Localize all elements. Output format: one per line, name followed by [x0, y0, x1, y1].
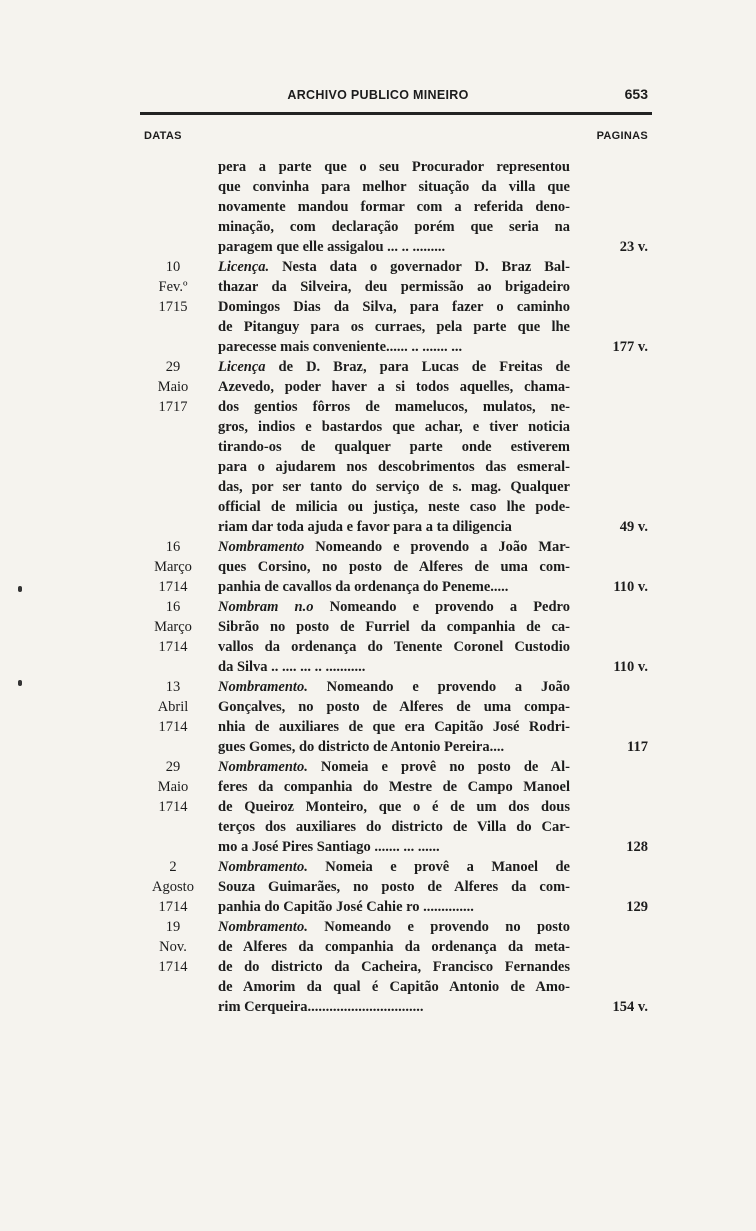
entry-page-ref: 129	[626, 899, 648, 915]
entry-line-text: thazar da Silveira, deu permissão ao brigadeiro	[218, 279, 570, 295]
entry-date-part: 16	[165, 599, 181, 615]
running-title: ARCHIVO PUBLICO MINEIRO	[287, 88, 469, 102]
entry-line-text: Souza Guimarães, no posto de Alferes da com-	[218, 879, 570, 895]
entry-line-text: pera a parte que o seu Procurador representou	[218, 159, 570, 175]
entry-keyword: Nombramento	[218, 539, 305, 555]
entry-line	[218, 537, 570, 557]
entry-line-text: Sibrão no posto de Furriel da companhia de ca-	[218, 619, 570, 635]
entry-text	[218, 537, 570, 597]
margin-mark	[18, 586, 22, 592]
entry-text	[218, 917, 570, 1017]
entry-line-text: Gonçalves, no posto de Alferes de uma compa-	[218, 699, 570, 715]
entry-line	[218, 557, 570, 577]
entry-line	[218, 637, 570, 657]
entry-line-text: novamente mandou formar com a referida deno-	[218, 199, 570, 215]
pages-column-heading: PAGINAS	[596, 130, 648, 142]
entry-line	[218, 877, 570, 897]
entry-date-part: 1715	[158, 299, 188, 315]
entry-line-text: gros, indios e bastardos que achar, e tiver noticia	[218, 419, 570, 435]
entry-line-text: de D. Braz, para Lucas de Freitas de	[265, 359, 570, 375]
entry-date-part: 1714	[158, 799, 188, 815]
entry-line-text: ques Corsino, no posto de Alferes de uma com-	[218, 559, 570, 575]
entry-date	[136, 757, 210, 817]
page-number: 653	[624, 86, 648, 102]
entry-line-text: riam dar toda ajuda e favor para a ta diligencia	[218, 519, 512, 535]
entry-line-text: da Silva .. .... ... .. ...........	[218, 659, 366, 675]
entry-line	[218, 677, 570, 697]
entry-line	[218, 517, 570, 537]
entry-line	[218, 597, 570, 617]
entry-line-text: nhia de auxiliares de que era Capitão José Rodri-	[218, 719, 570, 735]
entry-line	[218, 377, 570, 397]
entry-line	[218, 417, 570, 437]
entry-page-ref: 110 v.	[613, 659, 648, 675]
entry-date-part: 13	[165, 679, 181, 695]
entry-line-text: de Queiroz Monteiro, que o é de um dos dous	[218, 799, 570, 815]
entry-line-text: para o ajudarem nos descobrimentos das esmeral-	[218, 459, 570, 475]
entry-line	[218, 257, 570, 277]
entry-line	[218, 337, 570, 357]
entry-line-text: de Alferes da companhia da ordenança da meta-	[218, 939, 570, 955]
entry-date-part: 10	[165, 259, 181, 275]
entry-page-ref: 117	[627, 739, 648, 755]
entry-date-part: Nov.	[159, 939, 187, 955]
entry-line	[218, 477, 570, 497]
entry-date	[136, 857, 210, 917]
entry-text	[218, 357, 570, 537]
entry-date	[136, 597, 210, 657]
entry-page-ref: 110 v.	[613, 579, 648, 595]
entry-line-text: terços dos auxiliares do districto de Villa do Car-	[218, 819, 570, 835]
entry-date-part: Abril	[157, 699, 189, 715]
entry-page-ref: 128	[626, 839, 648, 855]
entry-line	[218, 457, 570, 477]
entry-line	[218, 437, 570, 457]
entry-date-part: 29	[165, 359, 181, 375]
entry-line-text: de do districto da Cacheira, Francisco Fernandes	[218, 959, 570, 975]
entry-line-text: Azevedo, poder haver a si todos aquelles, chama-	[218, 379, 570, 395]
entry-date-part: Fev.º	[158, 279, 188, 295]
entry-line	[218, 717, 570, 737]
entry-text	[218, 257, 570, 357]
entry-line	[218, 297, 570, 317]
entry-date-part: 1714	[158, 899, 188, 915]
entry-line-text: official de milicia ou justiça, neste caso lhe pode-	[218, 499, 570, 515]
entry-keyword: Licença	[218, 359, 266, 375]
entry-line-text: tirando-os de qualquer parte onde estiverem	[218, 439, 570, 455]
entry-date-part: 1714	[158, 719, 188, 735]
entry-date-part: 2	[169, 859, 177, 875]
entry-line-text: das, por ser tanto do serviço de s. mag. Qualquer	[218, 479, 570, 495]
entry-line	[218, 617, 570, 637]
entry-line	[218, 697, 570, 717]
entry-line-text: Nomeando e provendo no posto	[307, 919, 570, 935]
entry-line	[218, 197, 570, 217]
entry-line	[218, 317, 570, 337]
entry-line-text: minação, com declaração porém que seria na	[218, 219, 570, 235]
entry-keyword: Nombramento.	[218, 919, 308, 935]
entry-date-part: 1714	[158, 639, 188, 655]
entry-line	[218, 897, 570, 917]
entry-line-text: Nomeando e provendo a João Mar-	[304, 539, 570, 555]
entry-line	[218, 757, 570, 777]
entry-line	[218, 577, 570, 597]
entry-keyword: Nombramento.	[218, 759, 308, 775]
entry-line-text: panhia de cavallos da ordenança do Peneme.....	[218, 579, 509, 595]
entry-line	[218, 657, 570, 677]
entry-line-text: Nesta data o governador D. Braz Bal-	[269, 259, 570, 275]
entry-text	[218, 857, 570, 917]
entry-line-text: Nomeia e provê no posto de Al-	[307, 759, 570, 775]
entry-line	[218, 177, 570, 197]
entry-line-text: Nomeando e provendo a Pedro	[313, 599, 570, 615]
entry-line-text: dos gentios fôrros de mamelucos, mulatos, ne-	[218, 399, 570, 415]
entry-date-part: Agosto	[152, 879, 194, 895]
entry-page-ref: 154 v.	[612, 999, 648, 1015]
entry-line-text: de Pitanguy para os curraes, pela parte que lhe	[218, 319, 570, 335]
entry-page-ref: 23 v.	[619, 239, 648, 255]
entry-date-part: 1717	[158, 399, 188, 415]
entry-date-part: 16	[165, 539, 181, 555]
entry-text	[218, 677, 570, 757]
entry-line	[218, 237, 570, 257]
entry-page-ref: 177 v.	[612, 339, 648, 355]
entry-line	[218, 937, 570, 957]
entry-line-text: que convinha para melhor situação da villa que	[218, 179, 570, 195]
entry-line-text: feres da companhia do Mestre de Campo Manoel	[218, 779, 570, 795]
entry-date-part: 19	[165, 919, 181, 935]
entry-date-part: 29	[165, 759, 181, 775]
entry-date	[136, 537, 210, 597]
entry-line	[218, 977, 570, 997]
entry-line	[218, 217, 570, 237]
entry-line	[218, 737, 570, 757]
entry-keyword: Nombramento.	[218, 859, 308, 875]
entry-line-text: Domingos Dias da Silva, para fazer o caminho	[218, 299, 570, 315]
entry-date	[136, 677, 210, 737]
header-rule	[140, 112, 652, 115]
entry-line-text: rim Cerqueira................................	[218, 999, 424, 1015]
entry-text	[218, 757, 570, 857]
entry-line	[218, 817, 570, 837]
entry-date-part: Maio	[157, 379, 189, 395]
entry-keyword: Licença.	[218, 259, 270, 275]
entry-date-part: 1714	[158, 579, 188, 595]
entry-line	[218, 157, 570, 177]
entry-line	[218, 397, 570, 417]
entry-line	[218, 357, 570, 377]
entry-line	[218, 777, 570, 797]
entry-line-text: gues Gomes, do districto de Antonio Pereira....	[218, 739, 505, 755]
entry-date	[136, 357, 210, 417]
entry-date	[136, 257, 210, 317]
entry-line-text: panhia do Capitão José Cahie ro ..............	[218, 899, 474, 915]
entry-line	[218, 277, 570, 297]
entry-date-part: 1714	[158, 959, 188, 975]
dates-column-heading: DATAS	[144, 130, 182, 142]
entry-keyword: Nombram n.o	[218, 599, 314, 615]
entry-line-text: Nomeia e provê a Manoel de	[307, 859, 570, 875]
entry-line-text: mo a José Pires Santiago ....... ... ......	[218, 839, 440, 855]
entry-line-text: vallos da ordenança do Tenente Coronel Custodio	[218, 639, 570, 655]
entry-text	[218, 597, 570, 677]
entry-keyword: Nombramento.	[218, 679, 308, 695]
entry-date	[136, 917, 210, 977]
entry-date-part: Março	[154, 619, 192, 635]
entry-date-part: Maio	[157, 779, 189, 795]
entry-line	[218, 857, 570, 877]
entry-date-part: Março	[154, 559, 192, 575]
entry-line-text: parecesse mais conveniente...... .. ....... ...	[218, 339, 463, 355]
entry-line	[218, 797, 570, 817]
entry-line	[218, 957, 570, 977]
entry-line-text: paragem que elle assigalou ... .. .........	[218, 239, 446, 255]
margin-mark	[18, 680, 22, 686]
entry-line-text: Nomeando e provendo a João	[307, 679, 570, 695]
entry-line-text: de Amorim da qual é Capitão Antonio de Amo-	[218, 979, 570, 995]
entry-line	[218, 997, 570, 1017]
entry-page-ref: 49 v.	[619, 519, 648, 535]
entry-line	[218, 837, 570, 857]
entry-text	[218, 157, 570, 257]
entry-line	[218, 917, 570, 937]
entry-line	[218, 497, 570, 517]
